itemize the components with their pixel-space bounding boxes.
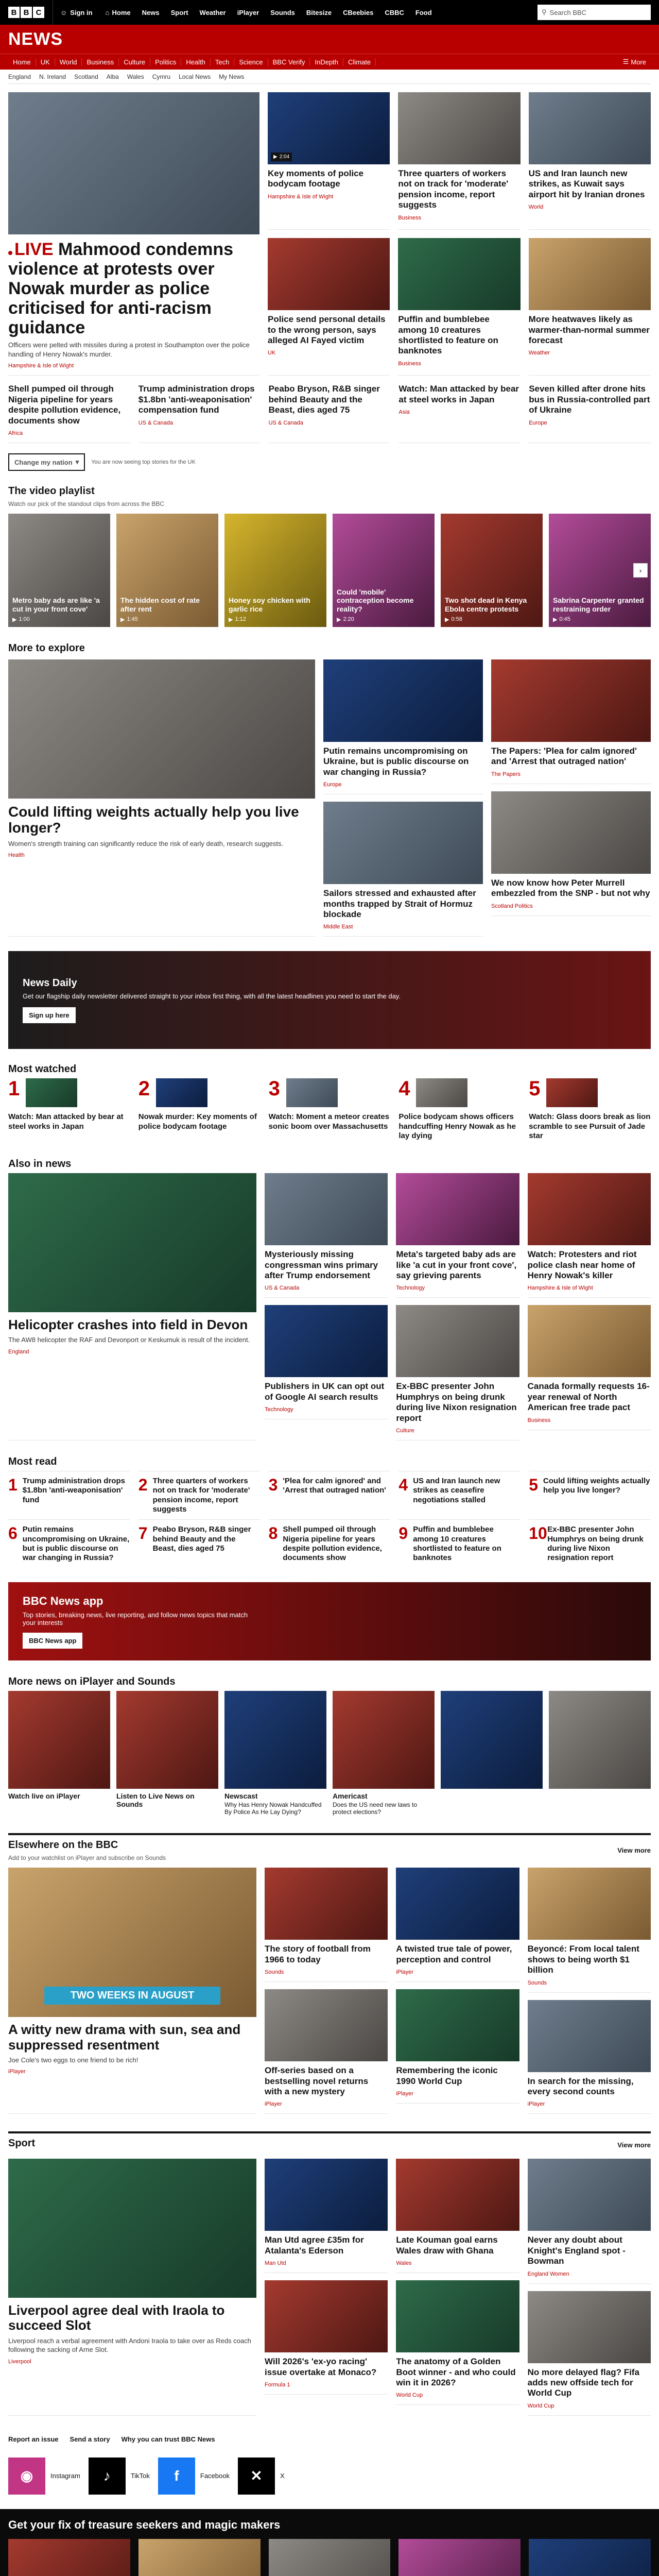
sport-card[interactable]: No more delayed flag? Fifa adds new offside tech for World Cup World Cup xyxy=(528,2291,651,2416)
news-app-banner xyxy=(8,1582,651,1660)
most-read-item[interactable]: 4 US and Iran launch new strikes as ceasefire negotiations stalled xyxy=(398,1471,521,1519)
newsletter-text: Get our flagship daily newsletter delivered straight to your inbox first thing, with all the latest headlines you need to start the day. xyxy=(23,992,401,1000)
section-title: Also in news xyxy=(8,1158,72,1170)
section-subtitle: Add to your watchlist on iPlayer and subscribe on Sounds xyxy=(8,1854,166,1862)
top-stories xyxy=(8,92,651,376)
story-tag[interactable]: Scotland Politics xyxy=(491,903,533,909)
story-tag[interactable]: Technology xyxy=(265,1406,293,1413)
story-card[interactable] xyxy=(138,384,261,443)
most-read-item[interactable]: 3 'Plea for calm ignored' and 'Arrest that outraged nation' xyxy=(269,1471,391,1519)
elsewhere-card[interactable]: Beyoncé: From local talent shows to being worth $1 billion Sounds xyxy=(528,1868,651,1992)
trust-link[interactable]: Why you can trust BBC News xyxy=(121,2435,215,2443)
search-input[interactable]: ⚲ Search BBC xyxy=(537,5,651,20)
nav-sport[interactable]: Sport xyxy=(170,8,188,16)
promo-title: Get your fix of treasure seekers and magic makers xyxy=(8,2518,281,2531)
story-card[interactable] xyxy=(529,384,651,443)
also-card[interactable]: Canada formally requests 16-year renewal of North American free trade pact Business xyxy=(528,1305,651,1430)
report-issue-link[interactable]: Report an issue xyxy=(8,2435,59,2443)
change-nation xyxy=(8,453,651,471)
podcast-card[interactable]: Newscast Why Has Henry Nowak Handcuffed By Police As He Lay Dying? xyxy=(224,1691,326,1816)
also-card[interactable]: Watch: Protesters and riot police clash near home of Henry Nowak's killer Hampshire & Isle of Wight xyxy=(528,1173,651,1298)
news-nav xyxy=(0,54,659,70)
most-read-item[interactable]: 6 Putin remains uncompromising on Ukraine, but is public discourse on war changing in Russia? xyxy=(8,1519,130,1568)
promo-card[interactable] xyxy=(138,2539,261,2576)
section-title: Elsewhere on the BBC xyxy=(8,1839,118,1851)
account-icon: ☺ xyxy=(60,8,67,16)
subnav-alba[interactable]: Alba xyxy=(106,73,119,80)
x-link[interactable]: ✕ X xyxy=(238,2458,285,2495)
story-tag[interactable]: Africa xyxy=(8,430,23,437)
side-tag[interactable]: Hampshire & Isle of Wight xyxy=(268,193,334,200)
section-subtitle: Watch our pick of the standout clips from across the BBC xyxy=(8,500,165,508)
explore-lead-summary: Women's strength training can significantly reduce the risk of early death, research suggests. xyxy=(8,839,284,848)
news-nav-tech[interactable]: Tech xyxy=(211,58,234,66)
subnav-ni[interactable]: N. Ireland xyxy=(39,73,66,80)
sport-card[interactable]: The anatomy of a Golden Boot winner - and who could win it in 2026? World Cup xyxy=(396,2280,519,2405)
most-watched-item[interactable]: 3 Watch: Moment a meteor creates sonic boom over Massachusetts xyxy=(268,1077,390,1131)
most-watched xyxy=(8,1063,651,1141)
story-tag[interactable]: World Cup xyxy=(527,2402,554,2409)
story-tag[interactable]: The Papers xyxy=(491,771,521,777)
lead-story[interactable] xyxy=(8,92,259,376)
side-image xyxy=(268,92,390,164)
also-card[interactable]: Meta's targeted baby ads are like 'a cut in your front cove', say grieving parents Technology xyxy=(396,1173,519,1298)
nav-iplayer[interactable]: iPlayer xyxy=(237,8,259,16)
explore-lead-headline: Could lifting weights actually help you live longer? xyxy=(8,804,299,836)
story-tag[interactable]: iPlayer xyxy=(8,2069,26,2075)
video-card[interactable]: Metro baby ads are like 'a cut in your front cove' ▶ 1:00 xyxy=(8,514,110,627)
sounds-card[interactable]: Listen to Live News on Sounds xyxy=(116,1691,218,1816)
most-read-item[interactable]: 9 Puffin and bumblebee among 10 creatures shortlisted to feature on banknotes xyxy=(398,1519,521,1568)
elsewhere-card[interactable]: In search for the missing, every second counts iPlayer xyxy=(528,2000,651,2114)
story-tag[interactable]: Asia xyxy=(398,409,410,416)
newsletter-banner xyxy=(8,951,651,1049)
story-tag[interactable]: iPlayer xyxy=(396,1969,413,1976)
subnav-cymru[interactable]: Cymru xyxy=(152,73,171,80)
most-read-item[interactable]: 5 Could lifting weights actually help you live longer? xyxy=(529,1471,651,1519)
news-nav-home[interactable]: Home xyxy=(8,58,36,66)
story-card[interactable] xyxy=(398,384,521,443)
podcast-card[interactable] xyxy=(549,1691,651,1816)
side-story[interactable] xyxy=(268,238,390,376)
secondary-stories xyxy=(8,384,651,443)
side-story[interactable] xyxy=(268,92,390,230)
send-story-link[interactable]: Send a story xyxy=(70,2435,110,2443)
story-headline: Trump administration drops $1.8bn 'anti-weaponisation' compensation fund xyxy=(138,384,255,415)
story-tag[interactable]: Wales xyxy=(396,2260,412,2267)
story-tag[interactable]: iPlayer xyxy=(527,2101,545,2108)
sport-card[interactable]: Late Kouman goal earns Wales draw with Ghana Wales xyxy=(396,2159,519,2273)
section-title: The video playlist xyxy=(8,485,95,497)
news-nav-health[interactable]: Health xyxy=(181,58,211,66)
also-card[interactable]: Publishers in UK can opt out of Google AI search results Technology xyxy=(265,1305,388,1419)
news-nav-politics[interactable]: Politics xyxy=(150,58,181,66)
story-tag[interactable]: Europe xyxy=(529,419,547,426)
also-in-news xyxy=(8,1158,651,1440)
app-button[interactable]: BBC News app xyxy=(23,1633,82,1649)
side-story[interactable] xyxy=(398,238,520,376)
sport-lead[interactable]: Liverpool agree deal with Iraola to succeed Slot Liverpool reach a verbal agreement with Andoni Iraola to take over as Reds coach following the sacking of Arne Slot. Liverpool xyxy=(8,2159,256,2415)
play-icon: ▶ xyxy=(445,617,449,623)
lead-meta xyxy=(8,363,259,369)
video-playlist xyxy=(8,485,651,627)
x-icon: ✕ xyxy=(238,2458,275,2495)
story-tag[interactable]: Liverpool xyxy=(8,2358,31,2365)
story-tag[interactable]: Formula 1 xyxy=(265,2381,290,2388)
side-headline: Key moments of police bodycam footage xyxy=(268,168,364,189)
live-indicator: LIVE xyxy=(8,240,54,259)
side-story[interactable] xyxy=(398,92,520,230)
video-card[interactable]: Sabrina Carpenter granted restraining order ▶ 0:45 xyxy=(549,514,651,627)
news-nav-indepth[interactable]: InDepth xyxy=(310,58,343,66)
newsletter-signup-button[interactable]: Sign up here xyxy=(23,1007,76,1023)
nation-note: You are now seeing top stories for the UK xyxy=(91,459,196,466)
nav-news[interactable]: News xyxy=(142,8,160,16)
elsewhere-card[interactable]: The story of football from 1966 to today Sounds xyxy=(265,1868,388,1982)
elsewhere-lead[interactable]: TWO WEEKS IN AUGUST A witty new drama with sun, sea and suppressed resentment Joe Cole's two eggs to one friend to be rich! iPlayer xyxy=(8,1868,256,2114)
story-tag[interactable]: US & Canada xyxy=(138,419,174,426)
iplayer-sounds xyxy=(8,1676,651,1816)
nation-subnav xyxy=(0,70,659,84)
lead-headline: LIVE Mahmood condemns violence at protests over Nowak murder as police criticised for anti-racism guidance xyxy=(8,240,234,338)
section-title: Most read xyxy=(8,1456,57,1468)
iplayer-card[interactable]: Watch live on iPlayer xyxy=(8,1691,110,1816)
news-title[interactable]: NEWS xyxy=(8,29,63,49)
story-tag[interactable]: World Cup xyxy=(396,2392,423,2399)
also-lead[interactable]: Helicopter crashes into field in Devon The AW8 helicopter the RAF and Devonport or Keskumuk is result of the incident. England xyxy=(8,1173,256,1440)
home-icon: ⌂ xyxy=(105,8,110,16)
story-tag[interactable]: Sounds xyxy=(265,1969,284,1976)
side-headline: US and Iran launch new strikes, as Kuwait says airport hit by Iranian drones xyxy=(528,168,645,199)
side-headline: Police send personal details to the wrong person, says alleged AI Fayed victim xyxy=(268,314,386,346)
subnav-mynews[interactable]: My News xyxy=(219,73,245,80)
story-headline: Watch: Man attacked by bear at steel works in Japan xyxy=(398,384,519,404)
social-links xyxy=(8,2458,651,2495)
story-tag[interactable]: England Women xyxy=(527,2270,569,2277)
side-image xyxy=(398,92,520,164)
nav-food[interactable]: Food xyxy=(415,8,432,16)
story-headline: Shell pumped oil through Nigeria pipeline for years despite pollution evidence, documents show xyxy=(8,384,121,426)
explore-card[interactable]: We now know how Peter Murrell embezzled from the SNP - but not why Scotland Politics xyxy=(491,791,651,916)
story-card[interactable] xyxy=(8,384,130,443)
news-nav-uk[interactable]: UK xyxy=(36,58,55,66)
nav-cbbc[interactable]: CBBC xyxy=(385,8,404,16)
promo-card[interactable] xyxy=(8,2539,130,2576)
play-badge: ▶ 2:04 xyxy=(271,152,292,161)
side-image xyxy=(268,238,390,310)
side-image xyxy=(398,238,520,310)
search-icon: ⚲ xyxy=(542,8,547,16)
lead-image xyxy=(8,92,259,234)
side-stories xyxy=(268,92,651,376)
story-tag[interactable]: US & Canada xyxy=(268,419,303,426)
iplayer-promo xyxy=(0,2509,659,2576)
explore-lead-image xyxy=(8,659,315,799)
elsewhere-bbc xyxy=(8,1833,651,2114)
most-watched-item[interactable]: 2 Nowak murder: Key moments of police bodycam footage xyxy=(138,1077,257,1131)
sport-card[interactable]: Never any doubt about Knight's England spot - Bowman England Women xyxy=(528,2159,651,2283)
sport-section xyxy=(8,2131,651,2415)
side-tag[interactable]: Business xyxy=(398,360,421,367)
video-card[interactable]: Honey soy chicken with garlic rice ▶ 1:12 xyxy=(224,514,326,627)
nav-bitesize[interactable]: Bitesize xyxy=(306,8,332,16)
story-card[interactable] xyxy=(269,384,391,443)
trust-links xyxy=(8,2430,651,2443)
story-tag[interactable]: Middle East xyxy=(323,924,353,930)
news-nav-more[interactable]: ☰ More xyxy=(622,58,646,66)
story-tag[interactable]: Business xyxy=(527,1417,551,1423)
view-more-link[interactable]: View more xyxy=(617,1846,651,1855)
most-read-item[interactable]: 7 Peabo Bryson, R&B singer behind Beauty and the Beast, dies aged 75 xyxy=(138,1519,261,1568)
story-tag[interactable]: Sounds xyxy=(527,1979,547,1986)
side-story[interactable] xyxy=(529,92,651,230)
most-watched-item[interactable]: 4 Police bodycam shows officers handcuffing Henry Nowak as he lay dying xyxy=(398,1077,516,1140)
promo-card[interactable] xyxy=(269,2539,391,2576)
global-nav xyxy=(100,0,537,25)
subnav-local[interactable]: Local News xyxy=(179,73,211,80)
bbc-global-header xyxy=(0,0,659,25)
story-tag[interactable]: iPlayer xyxy=(265,2101,282,2108)
signin-button[interactable]: ☺ Sign in xyxy=(53,0,100,25)
explore-card[interactable]: Putin remains uncompromising on Ukraine, but is public discourse on war changing in Russia? Europe xyxy=(323,659,483,794)
app-text: Top stories, breaking news, live reporting, and follow news topics that match your interests xyxy=(23,1611,248,1626)
subnav-scotland[interactable]: Scotland xyxy=(74,73,98,80)
play-icon: ▶ xyxy=(12,617,17,623)
video-card[interactable]: Could 'mobile' contraception become reality? ▶ 2:20 xyxy=(333,514,435,627)
nav-weather[interactable]: Weather xyxy=(199,8,226,16)
play-icon: ▶ xyxy=(120,617,125,623)
story-tag[interactable]: US & Canada xyxy=(265,1285,300,1292)
side-tag[interactable]: World xyxy=(528,204,544,211)
promo-card[interactable] xyxy=(398,2539,521,2576)
podcast-card[interactable] xyxy=(441,1691,543,1816)
story-headline: Peabo Bryson, R&B singer behind Beauty and the Beast, dies aged 75 xyxy=(268,384,380,415)
section-title: Sport xyxy=(8,2138,36,2149)
play-icon: ▶ xyxy=(273,154,278,160)
most-watched-item[interactable]: 1 Watch: Man attacked by bear at steel works in Japan xyxy=(8,1077,124,1131)
elsewhere-card[interactable]: Off-series based on a bestselling novel returns with a new mystery iPlayer xyxy=(265,1989,388,2114)
lead-tag[interactable]: Hampshire & Isle of Wight xyxy=(8,363,74,369)
tiktok-icon: ♪ xyxy=(89,2458,126,2495)
section-title: Most watched xyxy=(8,1063,77,1075)
news-nav-climate[interactable]: Climate xyxy=(343,58,376,66)
show-logo-text: TWO WEEKS IN AUGUST xyxy=(44,1987,220,2005)
side-image xyxy=(529,238,651,310)
video-card[interactable]: The hidden cost of rate after rent ▶ 1:45 xyxy=(116,514,218,627)
nav-sounds[interactable]: Sounds xyxy=(270,8,295,16)
story-headline: Seven killed after drone hits bus in Russia-controlled part of Ukraine xyxy=(529,384,650,415)
side-tag[interactable]: Business xyxy=(398,214,421,221)
change-nation-button[interactable]: Change my nation ▾ xyxy=(8,453,85,471)
side-headline: Three quarters of workers not on track for 'moderate' pension income, report suggests xyxy=(398,168,509,210)
explore-lead[interactable] xyxy=(8,659,315,937)
side-tag[interactable]: Weather xyxy=(528,350,550,357)
most-read-item[interactable]: 2 Three quarters of workers not on track for 'moderate' pension income, report suggests xyxy=(138,1471,261,1519)
most-read-item[interactable]: 1 Trump administration drops $1.8bn 'anti-weaponisation' fund xyxy=(8,1471,130,1519)
news-masthead xyxy=(0,25,659,54)
story-tag[interactable]: Health xyxy=(8,852,25,859)
explore-card[interactable]: The Papers: 'Plea for calm ignored' and 'Arrest that outraged nation' The Papers xyxy=(491,659,651,784)
most-read xyxy=(8,1456,651,1568)
section-title: More to explore xyxy=(8,642,85,654)
nav-home[interactable]: ⌂ Home xyxy=(105,8,131,16)
chevron-right-icon[interactable]: › xyxy=(633,563,648,578)
facebook-icon: f xyxy=(158,2458,195,2495)
sport-card[interactable]: Will 2026's 'ex-yo racing' issue overtake at Monaco? Formula 1 xyxy=(265,2280,388,2395)
story-tag[interactable]: England xyxy=(8,1348,29,1355)
chevron-down-icon: ▾ xyxy=(75,458,79,466)
most-read-item[interactable]: 8 Shell pumped oil through Nigeria pipeline for years despite pollution evidence, documents show xyxy=(269,1519,391,1568)
menu-icon: ☰ xyxy=(622,58,629,65)
tiktok-link[interactable]: ♪ TikTok xyxy=(89,2458,150,2495)
also-card[interactable]: Ex-BBC presenter John Humphrys on being drunk during live Nixon resignation report Culture xyxy=(396,1305,519,1440)
instagram-icon: ◉ xyxy=(8,2458,45,2495)
newsletter-title: News Daily xyxy=(23,977,77,989)
elsewhere-card[interactable]: Remembering the iconic 1990 World Cup iPlayer xyxy=(396,1989,519,2104)
podcast-card[interactable]: Americast Does the US need new laws to protect elections? xyxy=(333,1691,435,1816)
nav-cbeebies[interactable]: CBeebies xyxy=(343,8,374,16)
side-story[interactable] xyxy=(529,238,651,376)
app-title: BBC News app xyxy=(23,1594,103,1607)
play-icon: ▶ xyxy=(337,617,341,623)
subnav-england[interactable]: England xyxy=(8,73,31,80)
story-tag[interactable]: iPlayer xyxy=(396,2090,413,2097)
facebook-link[interactable]: f Facebook xyxy=(158,2458,230,2495)
play-icon: ▶ xyxy=(553,617,558,623)
sport-card[interactable]: Man Utd agree £35m for Atalanta's Ederson Man Utd xyxy=(265,2159,388,2273)
subnav-wales[interactable]: Wales xyxy=(127,73,144,80)
bbc-logo[interactable]: B B C xyxy=(8,7,44,18)
news-nav-verify[interactable]: BBC Verify xyxy=(268,58,310,66)
also-card[interactable]: Mysteriously missing congressman wins primary after Trump endorsement US & Canada xyxy=(265,1173,388,1298)
most-watched-item[interactable]: 5 Watch: Glass doors break as lion scramble to see Pursuit of Jade star xyxy=(529,1077,651,1140)
news-nav-culture[interactable]: Culture xyxy=(119,58,150,66)
view-more-link[interactable]: View more xyxy=(617,2141,651,2149)
section-title: More news on iPlayer and Sounds xyxy=(8,1676,176,1688)
story-tag[interactable]: Technology xyxy=(396,1285,425,1292)
explore-card[interactable]: Sailors stressed and exhausted after months trapped by Strait of Hormuz blockade Middle East xyxy=(323,802,483,937)
play-icon: ▶ xyxy=(229,617,233,623)
video-card[interactable]: Two shot dead in Kenya Ebola centre protests ▶ 0:58 xyxy=(441,514,543,627)
story-tag[interactable]: Man Utd xyxy=(265,2260,286,2267)
side-tag[interactable]: UK xyxy=(268,350,276,357)
more-to-explore xyxy=(8,642,651,937)
story-tag[interactable]: Culture xyxy=(396,1428,414,1434)
elsewhere-card[interactable]: A twisted true tale of power, perception and control iPlayer xyxy=(396,1868,519,1982)
story-tag[interactable]: Europe xyxy=(323,782,342,788)
promo-card[interactable] xyxy=(529,2539,651,2576)
side-headline: Puffin and bumblebee among 10 creatures shortlisted to feature on banknotes xyxy=(398,314,498,356)
side-headline: More heatwaves likely as warmer-than-normal summer forecast xyxy=(528,314,650,346)
instagram-link[interactable]: ◉ Instagram xyxy=(8,2458,80,2495)
lead-summary: Officers were pelted with missiles during a protest in Southampton over the police handling of Henry Nowak's murder. xyxy=(8,341,250,358)
news-nav-business[interactable]: Business xyxy=(82,58,119,66)
most-read-item[interactable]: 10 Ex-BBC presenter John Humphrys on being drunk during live Nixon resignation report xyxy=(529,1519,651,1568)
side-image xyxy=(529,92,651,164)
story-tag[interactable]: Hampshire & Isle of Wight xyxy=(527,1285,593,1292)
news-nav-world[interactable]: World xyxy=(55,58,82,66)
news-nav-science[interactable]: Science xyxy=(234,58,268,66)
